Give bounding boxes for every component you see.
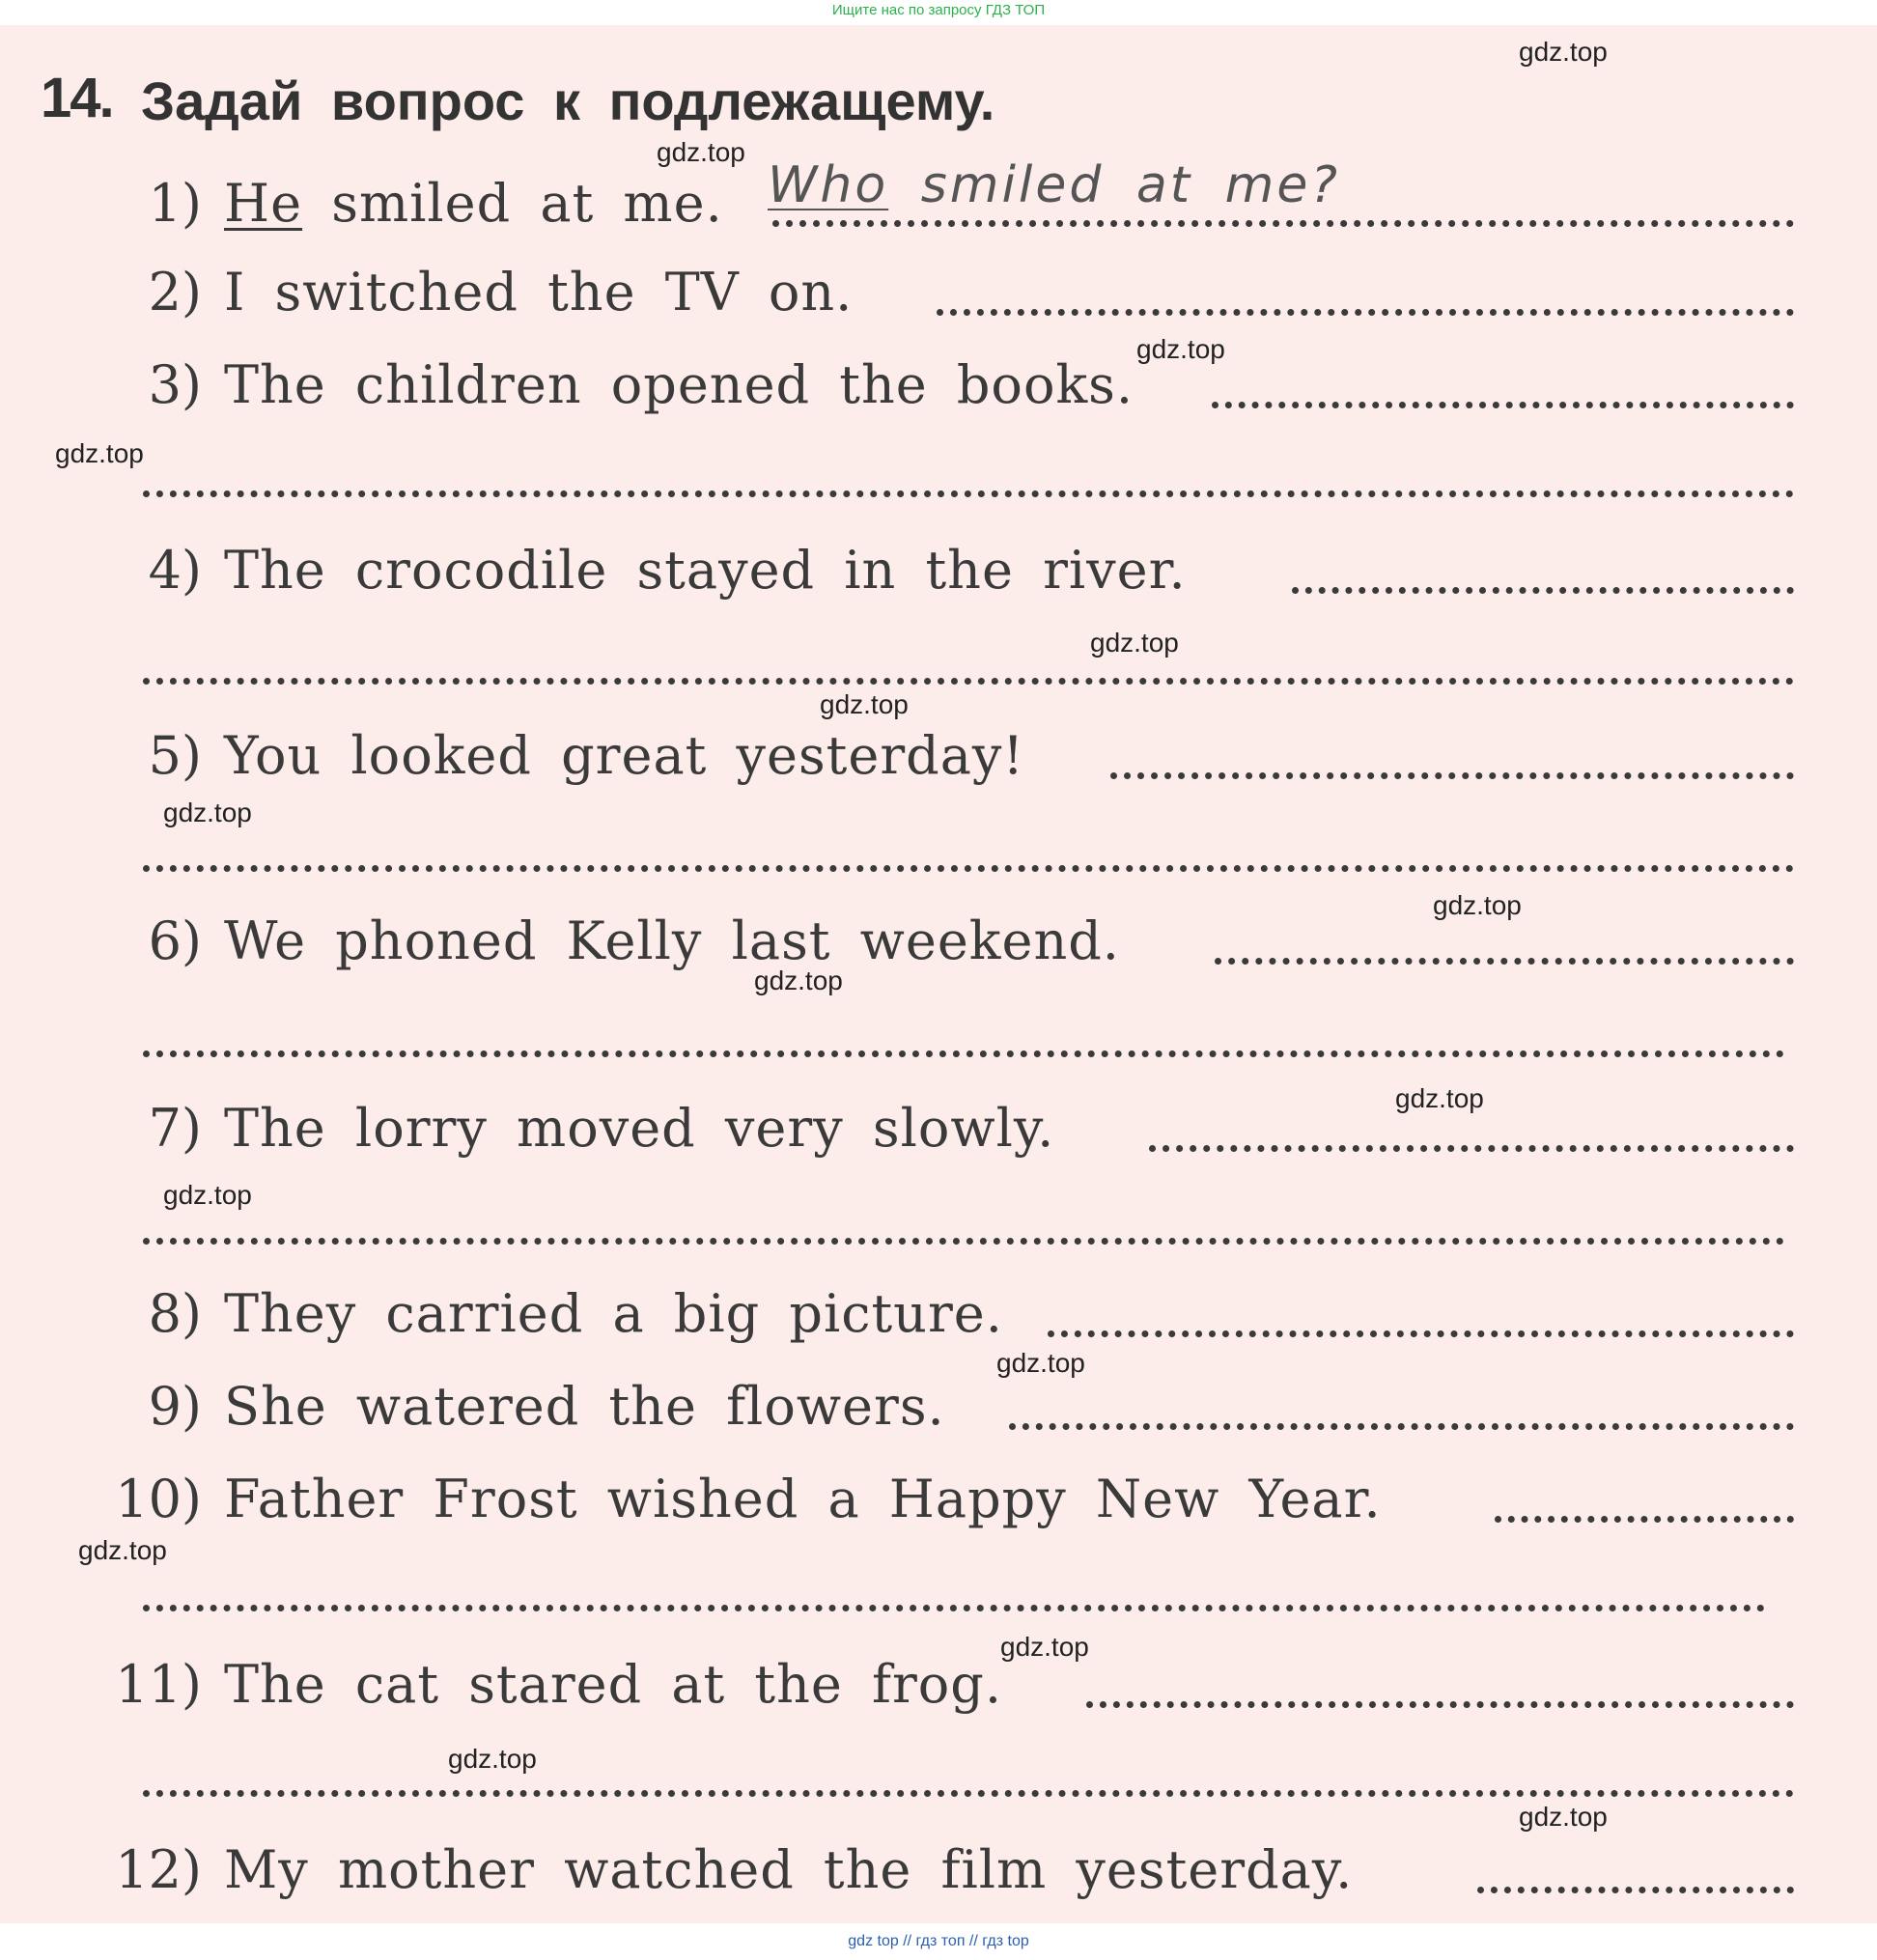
item-sentence: The lorry moved very slowly. — [224, 1098, 1055, 1159]
answer-line[interactable] — [1215, 958, 1794, 965]
answer-rest: smiled at me? — [888, 156, 1340, 214]
watermark: gdz.top — [1519, 1802, 1608, 1832]
item-sentence: We phoned Kelly last weekend. — [224, 910, 1120, 971]
item-number: 9) — [148, 1376, 202, 1437]
answer-line[interactable] — [1048, 1330, 1794, 1337]
answer-subject: Who — [768, 156, 889, 214]
item-number: 1) — [148, 173, 202, 234]
item-number: 3) — [148, 354, 202, 415]
item-sentence: You looked great yesterday! — [224, 725, 1025, 786]
exercise-item-6 — [0, 908, 1877, 975]
task-number: 14. — [41, 67, 113, 129]
exercise-item-3 — [0, 351, 1877, 419]
watermark: gdz.top — [1519, 37, 1608, 67]
item-sentence: The crocodile stayed in the river. — [224, 540, 1187, 601]
top-banner: Ищите нас по запросу ГДЗ ТОП — [0, 0, 1877, 25]
watermark: gdz.top — [754, 966, 843, 995]
exercise-item-5 — [0, 722, 1877, 790]
bottom-banner: gdz top // гдз топ // гдз top — [0, 1923, 1877, 1960]
answer-line[interactable] — [1086, 1701, 1794, 1708]
item-number: 4) — [148, 540, 202, 601]
answer-line-continued[interactable] — [143, 678, 1794, 685]
answer-line[interactable] — [1110, 772, 1794, 779]
watermark: gdz.top — [820, 689, 909, 719]
watermark: gdz.top — [448, 1744, 537, 1774]
item-number: 7) — [148, 1098, 202, 1159]
exercise-item-2 — [0, 259, 1877, 326]
watermark: gdz.top — [1090, 628, 1179, 658]
answer-line-continued[interactable] — [143, 1790, 1794, 1797]
item-sentence: The cat stared at the frog. — [224, 1654, 1003, 1715]
exercise-item-4 — [0, 537, 1877, 604]
item-sentence: Father Frost wished a Happy New Year. — [224, 1469, 1382, 1529]
watermark: gdz.top — [1395, 1083, 1484, 1113]
answer-line-continued[interactable] — [143, 865, 1794, 872]
answer-line[interactable] — [937, 309, 1794, 316]
item-number: 12) — [115, 1839, 202, 1900]
answer-line[interactable] — [1009, 1423, 1794, 1430]
answer-line[interactable] — [1292, 587, 1794, 594]
task-title: Задай вопрос к подлежащему. — [141, 70, 995, 131]
answer-line-continued[interactable] — [143, 1238, 1784, 1245]
watermark: gdz.top — [163, 1180, 252, 1210]
answer-line[interactable] — [1477, 1887, 1794, 1893]
exercise-item-8 — [0, 1280, 1877, 1348]
watermark: gdz.top — [1000, 1632, 1089, 1662]
handwritten-answer — [768, 156, 1340, 214]
item-sentence: The children opened the books. — [224, 354, 1135, 415]
item-number: 11) — [115, 1654, 202, 1715]
watermark: gdz.top — [657, 137, 745, 167]
item-number: 6) — [148, 910, 202, 971]
sentence-subject: He — [224, 173, 303, 234]
exercise-item-9 — [0, 1373, 1877, 1441]
item-number: 10) — [115, 1469, 202, 1529]
item-number: 2) — [148, 262, 202, 322]
item-sentence: I switched the TV on. — [224, 262, 854, 322]
watermark: gdz.top — [996, 1348, 1085, 1378]
answer-line-continued[interactable] — [143, 1050, 1784, 1057]
watermark: gdz.top — [78, 1535, 167, 1565]
answer-line[interactable] — [1212, 402, 1794, 408]
exercise-item-7 — [0, 1095, 1877, 1162]
item-sentence: She watered the flowers. — [224, 1376, 945, 1437]
exercise-item-11 — [0, 1651, 1877, 1719]
exercise-item-1 — [0, 156, 1877, 238]
sentence-rest: smiled at me. — [302, 173, 723, 234]
item-number: 5) — [148, 725, 202, 786]
item-sentence: My mother watched the film yesterday. — [224, 1839, 1354, 1900]
watermark: gdz.top — [55, 438, 144, 468]
workbook-page — [0, 25, 1877, 1923]
item-number: 8) — [148, 1283, 202, 1344]
exercise-item-10 — [0, 1466, 1877, 1533]
answer-line[interactable] — [772, 220, 1794, 227]
answer-line[interactable] — [1495, 1516, 1794, 1523]
answer-line[interactable] — [1149, 1145, 1794, 1152]
item-sentence — [224, 170, 723, 238]
watermark: gdz.top — [1136, 334, 1225, 364]
watermark: gdz.top — [163, 798, 252, 827]
answer-line-continued[interactable] — [143, 490, 1794, 497]
item-sentence: They carried a big picture. — [224, 1283, 1003, 1344]
answer-line-continued[interactable] — [143, 1605, 1765, 1611]
watermark: gdz.top — [1433, 890, 1522, 920]
exercise-item-12 — [0, 1836, 1877, 1904]
